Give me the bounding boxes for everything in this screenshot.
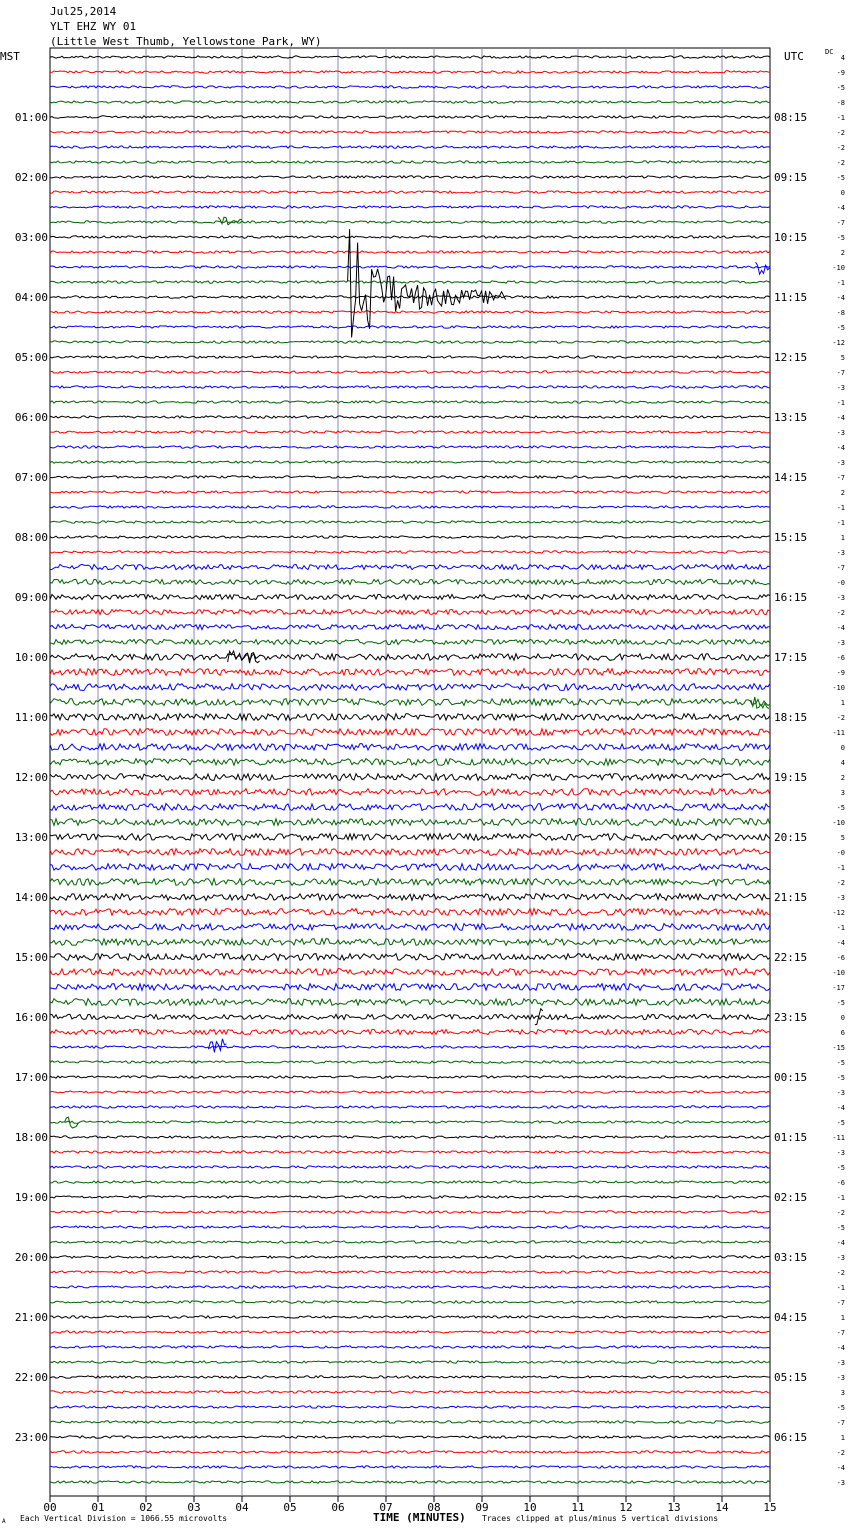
trace-line xyxy=(50,729,770,736)
dc-offset-value: -3 xyxy=(836,639,845,647)
dc-offset-value: -3 xyxy=(836,1149,845,1157)
dc-offset-value: -3 xyxy=(836,429,845,437)
dc-offset-value: 3 xyxy=(840,789,845,797)
plot-grid xyxy=(50,48,770,1496)
dc-offset-value: -1 xyxy=(836,1284,845,1292)
dc-offset-value: -3 xyxy=(836,459,845,467)
dc-offset-value: -3 xyxy=(836,594,845,602)
dc-offset-value: -5 xyxy=(836,324,845,332)
trace-line xyxy=(50,1166,770,1168)
right-hour-label: 23:15 xyxy=(774,1011,808,1024)
left-hour-label: 01:00 xyxy=(14,111,48,124)
right-hour-label: 04:15 xyxy=(774,1311,808,1324)
event-burst xyxy=(218,217,242,225)
dc-offset-value: -10 xyxy=(832,264,845,272)
trace-line xyxy=(50,684,770,691)
x-tick-label: 01 xyxy=(91,1501,105,1514)
dc-offset-value: -5 xyxy=(836,999,845,1007)
dc-offset-value: -5 xyxy=(836,1119,845,1127)
dc-offset-value: 1 xyxy=(840,534,845,542)
dc-offset-value: -4 xyxy=(836,939,845,947)
trace-line xyxy=(50,639,770,644)
dc-offset-value: -4 xyxy=(836,444,845,452)
x-tick-label: 14 xyxy=(715,1501,729,1514)
trace-line xyxy=(50,714,770,721)
left-hour-label: 03:00 xyxy=(14,231,48,244)
trace-line xyxy=(50,356,770,358)
trace-line xyxy=(50,759,770,766)
dc-offset-value: -1 xyxy=(836,519,845,527)
right-hour-label: 14:15 xyxy=(774,471,808,484)
dc-offset-value: -6 xyxy=(836,954,845,962)
dc-offset-value: -5 xyxy=(836,1404,845,1412)
dc-offset-value: -4 xyxy=(836,204,845,212)
x-tick-label: 08 xyxy=(427,1501,441,1514)
event-burst xyxy=(228,651,260,663)
dc-offset-value: -5 xyxy=(836,84,845,92)
left-hour-label: 22:00 xyxy=(14,1371,48,1384)
dc-offset-value: -5 xyxy=(836,1164,845,1172)
dc-offset-value: -4 xyxy=(836,1464,845,1472)
trace-line xyxy=(50,56,770,58)
trace-line xyxy=(50,1286,770,1288)
dc-offset-value: 2 xyxy=(840,489,845,497)
trace-line xyxy=(50,176,770,178)
left-hour-label: 20:00 xyxy=(14,1251,48,1264)
trace-line xyxy=(50,609,770,614)
clip-note: Traces clipped at plus/minus 5 vertical divisions xyxy=(482,1514,719,1523)
dc-offset-value: 3 xyxy=(840,1389,845,1397)
station-code: YLT EHZ WY 01 xyxy=(50,20,137,33)
dc-offset-value: -11 xyxy=(832,1134,845,1142)
right-timezone-label: UTC xyxy=(784,50,804,63)
right-hour-label: 19:15 xyxy=(774,771,808,784)
trace-line xyxy=(50,1346,770,1348)
x-tick-label: 11 xyxy=(571,1501,585,1514)
dc-offset-value: 5 xyxy=(840,354,845,362)
left-hour-label: 17:00 xyxy=(14,1071,48,1084)
x-tick-label: 12 xyxy=(619,1501,633,1514)
trace-line xyxy=(50,71,770,73)
dc-offset-value: -1 xyxy=(836,279,845,287)
left-hour-label: 04:00 xyxy=(14,291,48,304)
trace-line xyxy=(50,461,770,463)
dc-offset-value: -2 xyxy=(836,144,845,152)
trace-line xyxy=(50,924,770,931)
x-tick-label: 07 xyxy=(379,1501,393,1514)
trace-line xyxy=(50,819,770,826)
dc-offset-value: -4 xyxy=(836,1344,845,1352)
dc-offset-value: -7 xyxy=(836,1299,845,1307)
x-tick-label: 03 xyxy=(187,1501,201,1514)
dc-offset-value: -10 xyxy=(832,819,845,827)
trace-line xyxy=(50,1376,770,1378)
dc-offset-value: -1 xyxy=(836,114,845,122)
left-hour-label: 11:00 xyxy=(14,711,48,724)
dc-offset-value: -7 xyxy=(836,474,845,482)
trace-line xyxy=(50,1046,770,1048)
right-hour-label: 20:15 xyxy=(774,831,808,844)
dc-offset-value: -12 xyxy=(832,909,845,917)
trace-line xyxy=(50,1151,770,1153)
left-timezone-label: MST xyxy=(0,50,20,63)
trace-line xyxy=(50,579,770,584)
trace-line xyxy=(50,624,770,629)
x-tick-label: 06 xyxy=(331,1501,345,1514)
dc-offset-value: 5 xyxy=(840,834,845,842)
dc-offset-value: -3 xyxy=(836,1479,845,1487)
trace-line xyxy=(50,1271,770,1273)
right-hour-label: 16:15 xyxy=(774,591,808,604)
dc-offset-value: -1 xyxy=(836,1194,845,1202)
left-hour-label: 10:00 xyxy=(14,651,48,664)
trace-line xyxy=(50,1061,770,1063)
trace-line xyxy=(50,1331,770,1333)
trace-line xyxy=(50,1481,770,1483)
trace-line xyxy=(50,834,770,841)
dc-offset-value: -7 xyxy=(836,369,845,377)
left-hour-label: 21:00 xyxy=(14,1311,48,1324)
right-hour-label: 06:15 xyxy=(774,1431,808,1444)
dc-offset-value: -8 xyxy=(836,309,845,317)
dc-offset-value: -1 xyxy=(836,504,845,512)
trace-line xyxy=(50,506,770,508)
trace-line xyxy=(50,236,770,238)
dc-offset-value: -10 xyxy=(832,969,845,977)
trace-line xyxy=(50,654,770,661)
dc-offset-value: 1 xyxy=(840,1434,845,1442)
trace-line xyxy=(50,191,770,193)
dc-offset-value: -2 xyxy=(836,1209,845,1217)
dc-offset-value: -5 xyxy=(836,1224,845,1232)
trace-line xyxy=(50,281,770,283)
right-hour-label: 09:15 xyxy=(774,171,808,184)
x-tick-label: 05 xyxy=(283,1501,297,1514)
dc-offset-value: -2 xyxy=(836,714,845,722)
dc-offset-value: -1 xyxy=(836,399,845,407)
trace-line xyxy=(50,894,770,901)
dc-offset-value: -0 xyxy=(836,849,845,857)
x-tick-label: 00 xyxy=(43,1501,57,1514)
trace-line xyxy=(50,86,770,88)
x-tick-label: 10 xyxy=(523,1501,537,1514)
left-hour-label: 16:00 xyxy=(14,1011,48,1024)
right-hour-label: 17:15 xyxy=(774,651,808,664)
trace-line xyxy=(50,1241,770,1243)
dc-offset-value: -3 xyxy=(836,1254,845,1262)
trace-line xyxy=(50,954,770,961)
dc-offset-value: 4 xyxy=(840,759,845,767)
trace-line xyxy=(50,221,770,223)
dc-offset-value: 2 xyxy=(840,249,845,257)
trace-line xyxy=(50,341,770,343)
dc-offset-value: -12 xyxy=(832,339,845,347)
dc-offset-value: -11 xyxy=(832,729,845,737)
dc-offset-value: -6 xyxy=(836,1179,845,1187)
trace-line xyxy=(50,326,770,328)
dc-offset-value: 2 xyxy=(840,774,845,782)
dc-offset-value: -3 xyxy=(836,384,845,392)
axis-labels xyxy=(15,54,845,1514)
right-hour-label: 05:15 xyxy=(774,1371,808,1384)
trace-line xyxy=(50,401,770,403)
trace-line xyxy=(50,371,770,373)
trace-line xyxy=(50,1091,770,1093)
dc-offset-value: -2 xyxy=(836,129,845,137)
dc-offset-value: -4 xyxy=(836,624,845,632)
trace-line xyxy=(50,999,770,1006)
trace-line xyxy=(50,251,770,253)
dc-offset-value: 0 xyxy=(840,1014,845,1022)
dc-offset-value: -7 xyxy=(836,564,845,572)
trace-line xyxy=(50,864,770,871)
trace-line xyxy=(50,1226,770,1228)
dc-offset-value: -3 xyxy=(836,1089,845,1097)
trace-line xyxy=(50,1406,770,1408)
event-burst xyxy=(208,1039,226,1053)
dc-offset-value: -6 xyxy=(836,654,845,662)
dc-offset-value: -9 xyxy=(836,669,845,677)
left-hour-label: 06:00 xyxy=(14,411,48,424)
left-hour-label: 07:00 xyxy=(14,471,48,484)
dc-offset-value: 4 xyxy=(840,54,845,62)
trace-line xyxy=(50,1211,770,1213)
right-hour-label: 21:15 xyxy=(774,891,808,904)
left-hour-label: 19:00 xyxy=(14,1191,48,1204)
trace-line xyxy=(50,146,770,148)
right-hour-label: 12:15 xyxy=(774,351,808,364)
event-burst xyxy=(756,262,770,274)
trace-line xyxy=(50,101,770,103)
dc-offset-value: -3 xyxy=(836,1359,845,1367)
dc-offset-value: -15 xyxy=(832,1044,845,1052)
trace-line xyxy=(50,909,770,916)
x-tick-label: 04 xyxy=(235,1501,249,1514)
dc-offset-value: -4 xyxy=(836,294,845,302)
dc-offset-value: -9 xyxy=(836,69,845,77)
right-hour-label: 03:15 xyxy=(774,1251,808,1264)
left-hour-label: 05:00 xyxy=(14,351,48,364)
left-hour-label: 14:00 xyxy=(14,891,48,904)
trace-line xyxy=(50,476,770,478)
station-location: (Little West Thumb, Yellowstone Park, WY) xyxy=(50,35,322,48)
trace-line xyxy=(50,131,770,133)
x-tick-label: 09 xyxy=(475,1501,489,1514)
trace-line xyxy=(50,564,770,569)
event-burst xyxy=(64,1117,78,1128)
trace-line xyxy=(50,386,770,388)
trace-line xyxy=(50,1076,770,1078)
right-hour-label: 18:15 xyxy=(774,711,808,724)
dc-offset-value: -1 xyxy=(836,924,845,932)
trace-line xyxy=(50,1316,770,1318)
trace-line xyxy=(50,789,770,796)
dc-offset-header: DC xyxy=(825,48,834,56)
trace-line xyxy=(50,491,770,493)
dc-offset-value: -17 xyxy=(832,984,845,992)
event-burst xyxy=(751,697,769,709)
dc-offset-value: -7 xyxy=(836,1329,845,1337)
trace-line xyxy=(50,1196,770,1198)
trace-line xyxy=(50,1451,770,1453)
dc-offset-value: -2 xyxy=(836,879,845,887)
dc-offset-value: -10 xyxy=(832,684,845,692)
dc-offset-value: 0 xyxy=(840,744,845,752)
right-hour-label: 11:15 xyxy=(774,291,808,304)
dc-offset-value: -4 xyxy=(836,414,845,422)
dc-offset-value: -2 xyxy=(836,159,845,167)
trace-line xyxy=(50,594,770,599)
right-hour-label: 22:15 xyxy=(774,951,808,964)
trace-line xyxy=(50,551,770,553)
trace-line xyxy=(50,1466,770,1468)
plot-date: Jul25,2014 xyxy=(50,5,117,18)
trace-line xyxy=(50,1029,770,1034)
dc-offset-value: -7 xyxy=(836,1419,845,1427)
trace-line xyxy=(50,1436,770,1438)
right-hour-label: 01:15 xyxy=(774,1131,808,1144)
x-tick-label: 15 xyxy=(763,1501,777,1514)
dc-offset-value: -1 xyxy=(836,864,845,872)
x-axis-title: TIME (MINUTES) xyxy=(373,1511,466,1524)
left-hour-label: 12:00 xyxy=(14,771,48,784)
dc-offset-value: -5 xyxy=(836,804,845,812)
trace-line xyxy=(50,1181,770,1183)
left-hour-label: 23:00 xyxy=(14,1431,48,1444)
scale-note: Each Vertical Division = 1066.55 microvolts xyxy=(20,1514,228,1523)
left-hour-label: 02:00 xyxy=(14,171,48,184)
trace-line xyxy=(50,206,770,208)
trace-line xyxy=(50,1121,770,1123)
trace-line xyxy=(50,266,770,268)
trace-line xyxy=(50,669,770,676)
trace-line xyxy=(50,521,770,523)
trace-line xyxy=(50,1301,770,1303)
dc-offset-value: -5 xyxy=(836,174,845,182)
trace-line xyxy=(50,1136,770,1138)
dc-offset-value: -3 xyxy=(836,549,845,557)
trace-line xyxy=(50,1421,770,1423)
right-hour-label: 10:15 xyxy=(774,231,808,244)
dc-offset-value: 1 xyxy=(840,699,845,707)
trace-line xyxy=(50,969,770,976)
left-hour-label: 13:00 xyxy=(14,831,48,844)
trace-lines xyxy=(50,56,770,1483)
left-hour-label: 09:00 xyxy=(14,591,48,604)
trace-line xyxy=(50,804,770,811)
trace-line xyxy=(50,744,770,751)
dc-offset-value: -3 xyxy=(836,1374,845,1382)
footer-mark: A xyxy=(2,1518,6,1525)
trace-line xyxy=(50,161,770,163)
dc-offset-value: -3 xyxy=(836,894,845,902)
right-hour-label: 08:15 xyxy=(774,111,808,124)
dc-offset-value: -5 xyxy=(836,234,845,242)
trace-line xyxy=(50,774,770,781)
trace-line xyxy=(50,1361,770,1363)
trace-line xyxy=(50,849,770,856)
dc-offset-value: 1 xyxy=(840,1314,845,1322)
trace-line xyxy=(50,1106,770,1108)
trace-line xyxy=(50,699,770,706)
x-tick-label: 13 xyxy=(667,1501,681,1514)
trace-line xyxy=(50,879,770,886)
left-hour-label: 15:00 xyxy=(14,951,48,964)
dc-offset-value: -7 xyxy=(836,219,845,227)
right-hour-label: 02:15 xyxy=(774,1191,808,1204)
trace-line xyxy=(50,1391,770,1393)
right-hour-label: 15:15 xyxy=(774,531,808,544)
trace-line xyxy=(50,939,770,946)
dc-offset-value: -4 xyxy=(836,1239,845,1247)
x-tick-label: 02 xyxy=(139,1501,153,1514)
trace-line xyxy=(50,984,770,991)
plot-frame xyxy=(50,48,770,1496)
dc-offset-value: -8 xyxy=(836,99,845,107)
trace-line xyxy=(50,536,770,538)
dc-offset-value: -2 xyxy=(836,609,845,617)
trace-line xyxy=(50,431,770,433)
dc-offset-value: 6 xyxy=(840,1029,845,1037)
dc-offset-value: -2 xyxy=(836,1269,845,1277)
trace-line xyxy=(50,1256,770,1258)
right-hour-label: 00:15 xyxy=(774,1071,808,1084)
dc-offset-value: -2 xyxy=(836,1449,845,1457)
trace-line xyxy=(50,311,770,313)
dc-offset-value: -5 xyxy=(836,1074,845,1082)
dc-offset-value: -0 xyxy=(836,579,845,587)
dc-offset-value: -5 xyxy=(836,1059,845,1067)
trace-line xyxy=(50,116,770,118)
trace-line xyxy=(50,416,770,418)
trace-line xyxy=(50,1014,770,1019)
dc-offset-value: 0 xyxy=(840,189,845,197)
left-hour-label: 18:00 xyxy=(14,1131,48,1144)
right-hour-label: 13:15 xyxy=(774,411,808,424)
trace-line xyxy=(50,446,770,448)
left-hour-label: 08:00 xyxy=(14,531,48,544)
dc-offset-value: -4 xyxy=(836,1104,845,1112)
